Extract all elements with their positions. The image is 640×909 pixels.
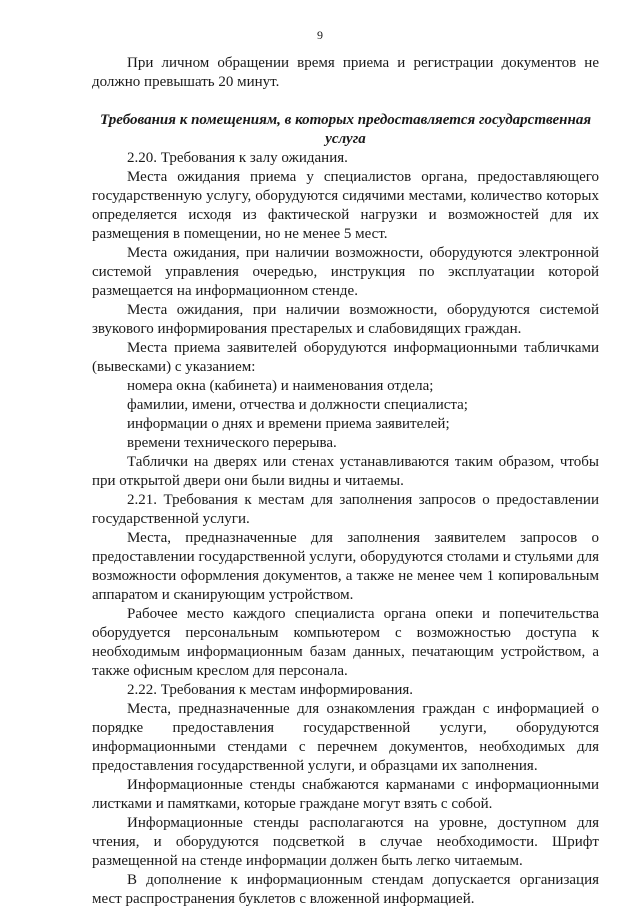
subsection-2-20: 2.20. Требования к залу ожидания. [127,150,348,166]
list-item: информации о днях и времени приема заявителей; [127,416,450,432]
list-item: номера окна (кабинета) и наименования отдела; [127,378,434,394]
subsection-2-22: 2.22. Требования к местам информирования. [127,682,414,698]
paragraph-stand-pockets: Информационные стенды снабжаются карманами с информационными листками и памятками, которые граждане могут взять с собой. [92,777,599,812]
paragraph-info-stands: Места, предназначенные для ознакомления граждан с информацией о порядке предоставления государственной услуги, оборудуются информационными стендами с перечнем документов, необходимых для предоставления государственной услуги, и образцами их заполнения. [92,701,599,774]
paragraph-workplace: Рабочее место каждого специалиста органа опеки и попечительства оборудуется персональным компьютером с возможностью доступа к необходимым информационным базам данных, печатающим устройством, а также офисным креслом для персонала. [92,606,599,679]
paragraph-booklets: В дополнение к информационным стендам допускается организация мест распространения буклетов с вложенной информацией. [92,872,599,907]
paragraph-info-plates: Места приема заявителей оборудуются информационными табличками (вывесками) с указанием: [92,340,599,375]
paragraph-reception-time: При личном обращении время приема и регистрации документов не должно превышать 20 минут. [92,55,599,90]
paragraph-plates-placement: Таблички на дверях или стенах устанавливаются таким образом, чтобы при открытой двери они были видны и читаемы. [92,454,599,489]
list-item: времени технического перерыва. [127,435,337,451]
list-item: фамилии, имени, отчества и должности специалиста; [127,397,468,413]
paragraph-stand-placement: Информационные стенды располагаются на уровне, доступном для чтения, и оборудуются подсветкой в случае необходимости. Шрифт размещенной на стенде информации должен быть легко читаемым. [92,815,599,869]
document-body [92,54,599,909]
paragraph-queue-system: Места ожидания, при наличии возможности, оборудуются электронной системой управления очередью, инструкция по эксплуатации которой размещается на информационном стенде. [92,245,599,299]
subsection-2-21: 2.21. Требования к местам для заполнения запросов о предоставлении государственной услуги. [92,492,599,527]
paragraph-waiting-seats: Места ожидания приема у специалистов органа, предоставляющего государственную услугу, оборудуются сидячими местами, количество которых определяется исходя из фактической нагрузки и возможностей для их размещения в помещении, но не менее 5 мест. [92,169,599,242]
page-number: 9 [317,28,323,42]
paragraph-sound-system: Места ожидания, при наличии возможности, оборудуются системой звукового информирования престарелых и слабовидящих граждан. [92,302,599,337]
section-heading: Требования к помещениям, в которых предоставляется государственная услуга [99,112,592,147]
paragraph-filling-places: Места, предназначенные для заполнения заявителем запросов о предоставлении государственной услуги, оборудуются столами и стульями для возможности оформления документов, а также не менее чем 1 копировальным аппаратом и сканирующим устройством. [92,530,599,603]
